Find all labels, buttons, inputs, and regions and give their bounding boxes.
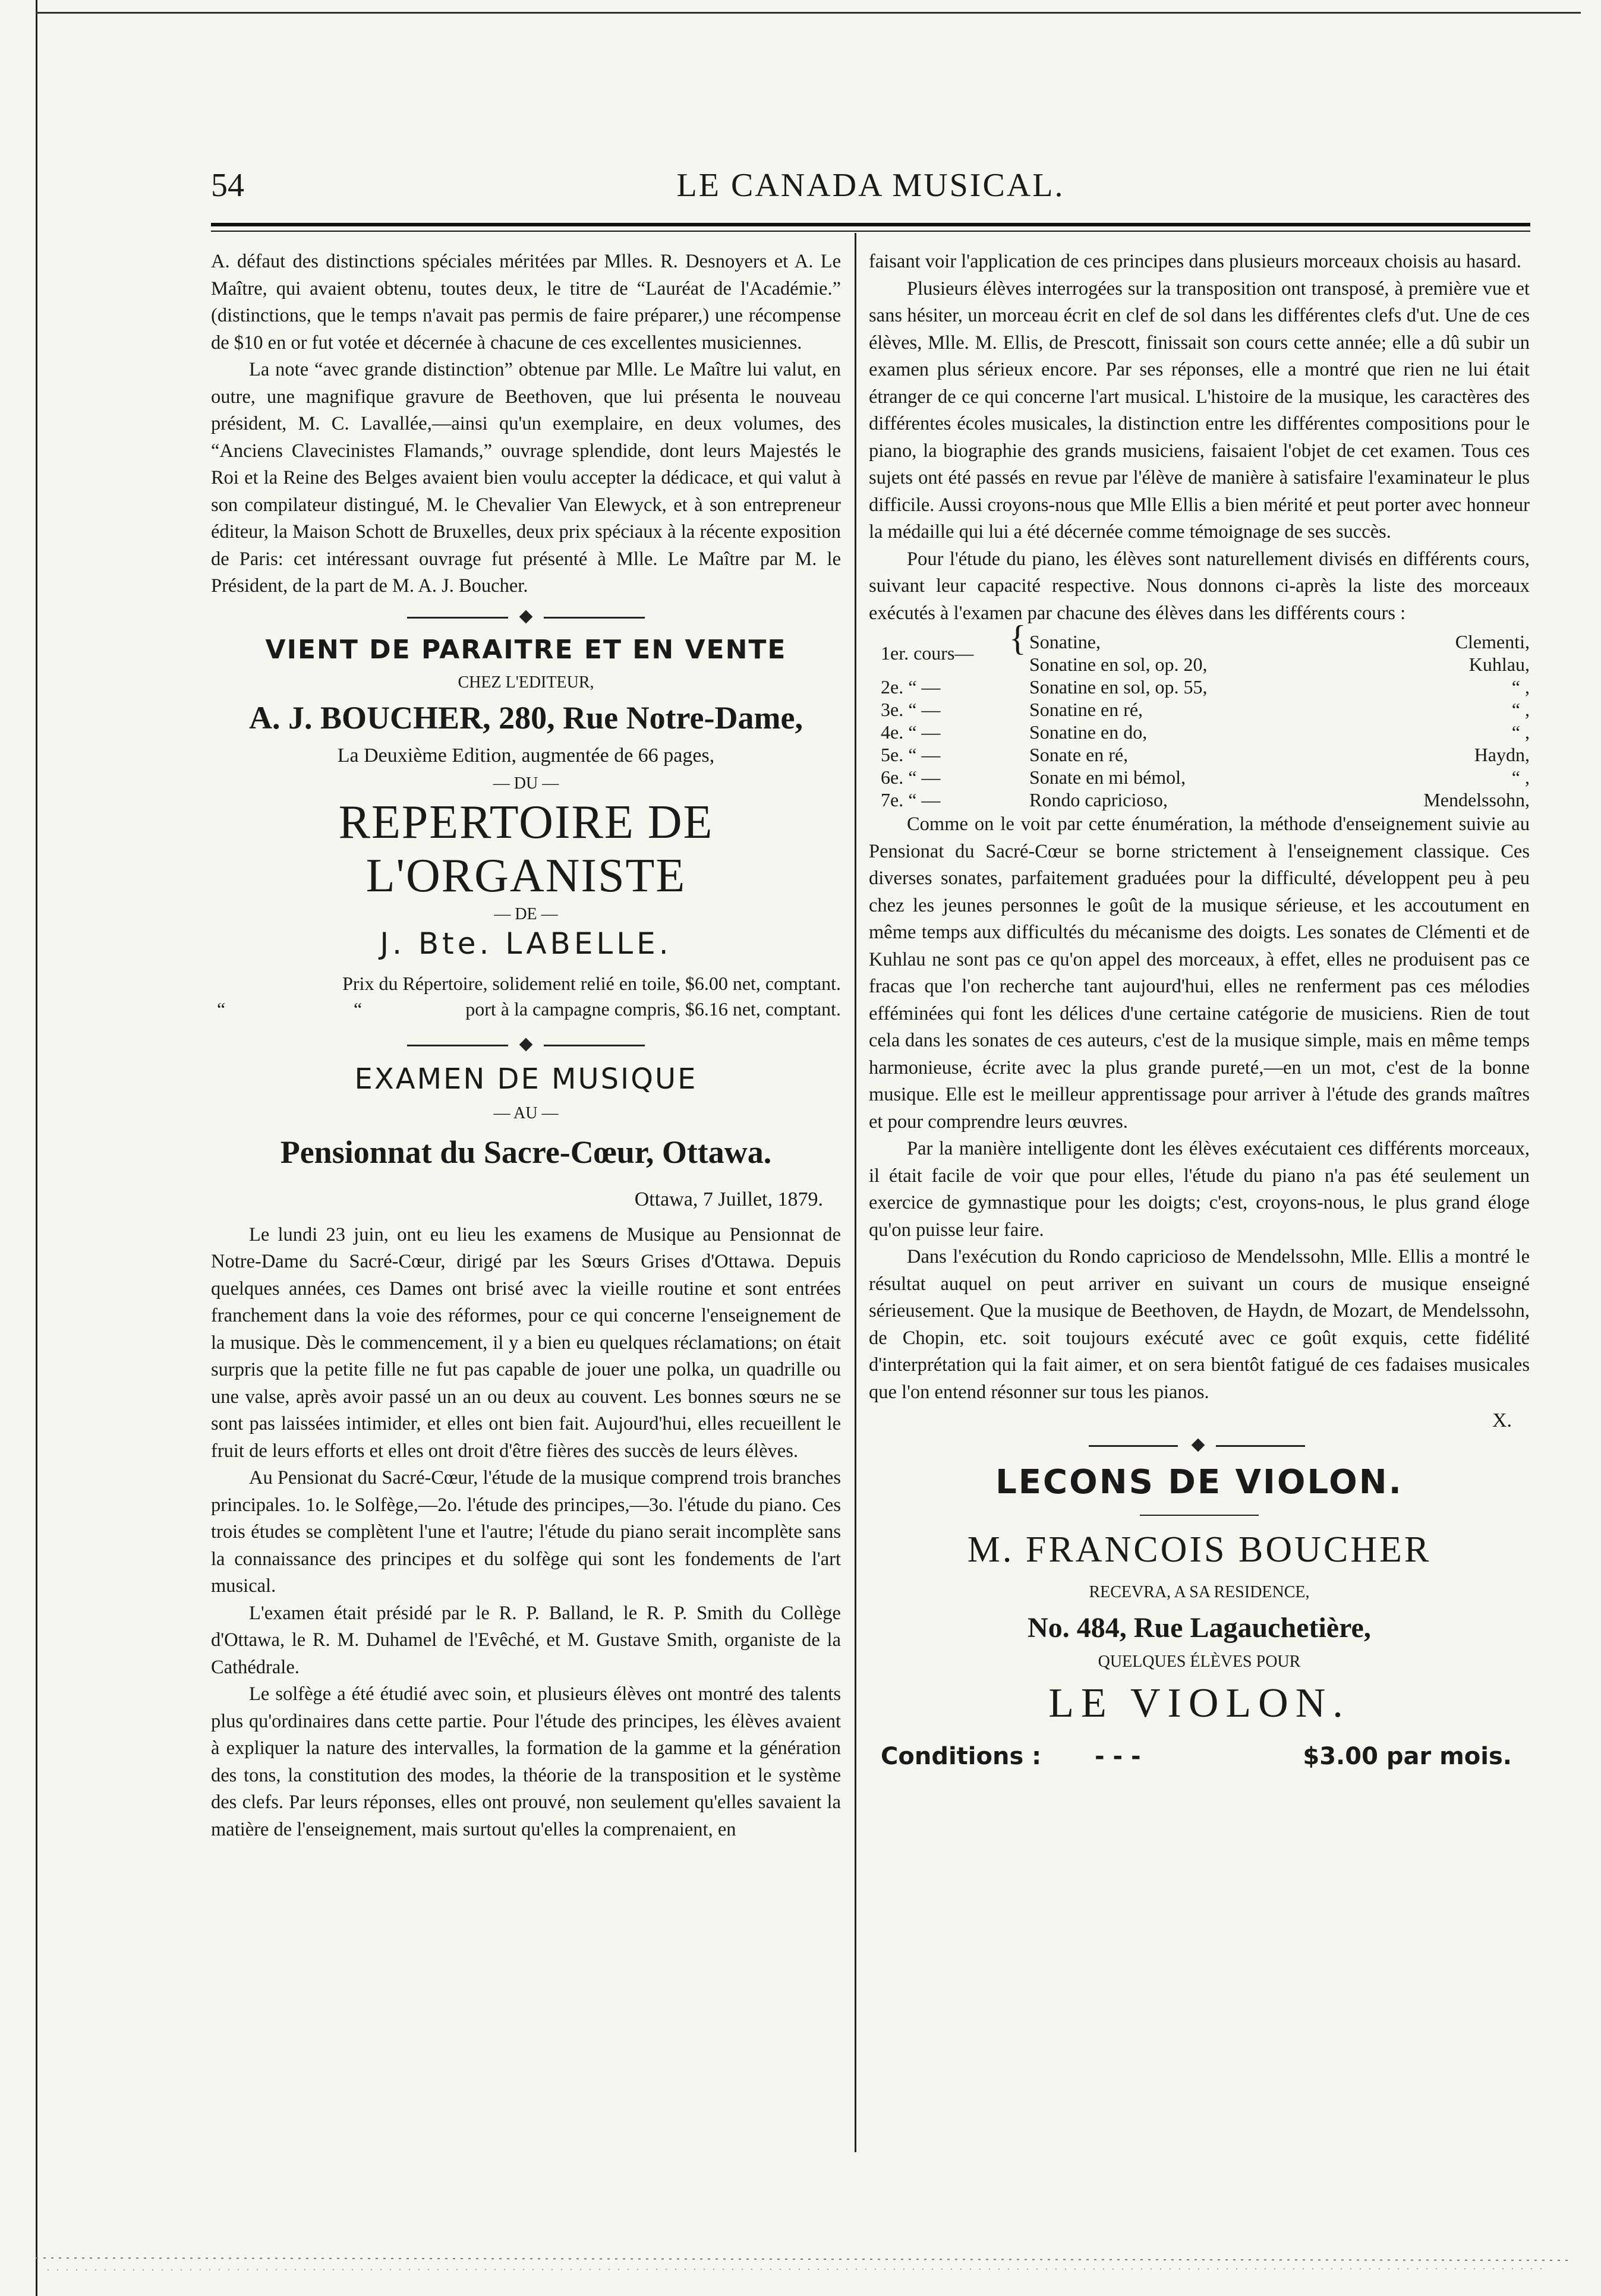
course-row xyxy=(869,676,1530,698)
violin-ad-line-2: QUELQUES ÉLÈVES POUR xyxy=(1098,1652,1301,1671)
conditions-price: $3.00 par mois. xyxy=(1303,1743,1512,1770)
intro-paragraph-2: La note “avec grande distinction” obtenue par Mlle. Le Maître lui valut, en outre, une magnifique gravure de Beethoven, que lui présenta le nouveau président, M. C. Lavallée,—ainsi qu'un exemplaire, en deux volumes, des “Anciens Clavecinistes Flamands,” ouvrage splendide, dont leurs Majestés le Roi et la Reine des Belges avaient bien voulu accepter la dédicace, et qui valut à son compilateur distingué, M. le Chevalier Van Elewyck, et à son entrepreneur éditeur, la Maison Schott de Bruxelles, deux prix spéciaux à la récente exposition de Paris: cet intéressant ouvrage fut présenté à Mlle. Le Maître par M. le Président, de la part de M. A. J. Boucher. xyxy=(211,359,841,597)
ad-edition: La Deuxième Edition, augmentée de 66 pages, xyxy=(337,744,715,767)
violin-ad-line-1: RECEVRA, A SA RESIDENCE, xyxy=(1089,1583,1310,1601)
course-row xyxy=(869,789,1530,811)
column-divider xyxy=(855,233,856,2152)
article-paragraph-2: Au Pensionat du Sacré-Cœur, l'étude de la musique comprend trois branches principales. 1o. le Solfège,—2o. l'étude des principes,—3o. l'étude du piano. Ces trois études se complètent l'une et l'autre; l'étude du piano serait incomplète sans la connaissance des principes et du solfège qui sont les fondements de l'art musical. xyxy=(211,1467,841,1597)
course-list xyxy=(869,619,1530,811)
scan-noise-footer xyxy=(0,2222,1601,2296)
course-level: 1er. cours— xyxy=(881,642,974,664)
course-composer: Clementi, xyxy=(1455,631,1530,652)
right-paragraph-4: Comme on le voit par cette énumération, la méthode d'enseignement suivie au Pensionat du Sacré-Cœur se borne strictement à l'enseignement classique. Ces diverses sonates, parfaitement graduées pour la difficulté, développent peu à peu chez les jeunes personnes le goût de la musique sérieuse, et les accoutument en même temps aux difficultés du mécanisme des doigts. Les sonates de Clémenti et de Kuhlau ne sont pas ce qu'on appel des morceaux, à effet, elles ne produisent pas ce fracas que l'on recherche tant aujourd'hui, elles ne renferment pas ces mélodies efféminées qui font les délices d'une certaine catégorie de musiciens. Rien de tout cela dans les sonates de ces auteurs, c'est de la musique simple, mais en même temps harmonieuse, écrite avec la plus grande pureté,—en un mot, c'est de la bonne musique. Elle est le meilleur apprentissage pour arriver à l'étude des grands maîtres et pour comprendre leurs œuvres. xyxy=(869,813,1530,1133)
article-paragraph-3: L'examen était présidé par le R. P. Balland, le R. P. Smith du Collège d'Ottawa, le R. M. Duhamel de l'Evêché, et M. Gustave Smith, organiste de la Cathédrale. xyxy=(211,1602,841,1678)
ad-de: — DE — xyxy=(494,904,558,923)
right-paragraph-2: Plusieurs élèves interrogées sur la transposition ont transposé, à première vue et sans hésiter, un morceau écrit en clef de sol dans les différentes clefs d'ut. Une de ces élèves, Mlle. M. Ellis, de Prescott, finissait son cours cette année; elle a dû subir un examen plus sérieux encore. Par ses réponses, elle a montré que rien ne lui était étranger de ce qui concerne l'art musical. L'histoire de la musique, les caractères des différentes écoles musicales, la distinction entre les différentes compositions pour le piano, la biographie des grands musiciens, faisaient l'objet de cet examen. Tous ces sujets ont été passés en revue par l'élève de manière à satisfaire l'examinateur le plus difficile. Aussi croyons-nous que Mlle Ellis a bien mérité et peut porter avec honneur la médaille qui lui a été décernée comme témoignage de ses succès. xyxy=(869,277,1530,543)
page-number: 54 xyxy=(211,167,244,204)
course-piece: Rondo capricioso, xyxy=(1029,789,1168,810)
violin-ad-address: No. 484, Rue Lagauchetière, xyxy=(1028,1612,1371,1644)
violin-ad-conditions xyxy=(869,1743,1530,1776)
examen-article xyxy=(211,1062,841,1844)
course-level: 7e. “ — xyxy=(881,789,941,810)
conditions-dashes: - - - xyxy=(1095,1743,1141,1770)
course-row xyxy=(869,619,1530,664)
ornament-divider-3 xyxy=(869,1437,1530,1455)
course-row xyxy=(869,698,1530,721)
course-row xyxy=(869,721,1530,743)
course-row xyxy=(869,743,1530,766)
course-composer: “ , xyxy=(1511,676,1530,698)
ad-publisher: A. J. BOUCHER, 280, Rue Notre-Dame, xyxy=(249,699,803,736)
course-level: 4e. “ — xyxy=(881,721,941,743)
page-top-edge xyxy=(36,12,1581,14)
course-row xyxy=(869,653,1530,676)
article-title: EXAMEN DE MUSIQUE xyxy=(354,1062,698,1096)
violin-ad-instrument: LE VIOLON. xyxy=(1048,1680,1350,1726)
page-header xyxy=(211,166,1530,214)
violin-ad-teacher: M. FRANCOIS BOUCHER xyxy=(967,1529,1432,1570)
article-subtitle: Pensionnat du Sacre-Cœur, Ottawa. xyxy=(280,1134,772,1170)
course-composer: Mendelssohn, xyxy=(1423,789,1530,810)
ad-price-2 xyxy=(211,998,841,1022)
course-level: 2e. “ — xyxy=(881,676,941,698)
course-piece: Sonatine, xyxy=(1029,631,1101,652)
course-level: 5e. “ — xyxy=(881,744,941,765)
violin-ad-rule xyxy=(1140,1515,1259,1516)
page-left-edge xyxy=(36,0,37,2296)
course-composer: “ , xyxy=(1511,721,1530,743)
ad-price-2-text: port à la campagne compris, $6.16 net, comptant. xyxy=(465,998,841,1020)
course-composer: “ , xyxy=(1511,699,1530,720)
ad-subheading: CHEZ L'EDITEUR, xyxy=(458,673,594,692)
article-paragraph-1: Le lundi 23 juin, ont eu lieu les examens de Musique au Pensionnat de Notre-Dame du Sacré-Cœur, dirigé par les Sœurs Grises d'Ottawa. Depuis quelques années, ces Dames ont brisé avec la vieille routine et sont entrées franchement dans la voie des réformes, pour ce qui concerne l'enseignement de la musique. Dès le commencement, il y a bien eu quelques réclamations; on était surpris que la petite fille ne fut pas capable de jouer une polka, un quadrille ou une valse, après avoir passé un an ou deux au couvent. Les bonnes sœurs ne se sont pas laissées intimider, et elles ont bien fait. Aujourd'hui, elles recueillent le fruit de leurs efforts et elles ont droit d'être fières des succès de leurs élèves. xyxy=(211,1223,841,1462)
course-piece: Sonatine en sol, op. 55, xyxy=(1029,676,1208,698)
course-composer: Haydn, xyxy=(1474,744,1530,765)
article-paragraph-4: Le solfège a été étudié avec soin, et plusieurs élèves ont montré des talents plus qu'ordinaires dans cette partie. Pour l'étude des principes, les élèves avaient à expliquer la nature des intervalles, la formation de la gamme et la génération des tons, la constitution des modes, la théorie de la transposition et le système des clefs. Par leurs réponses, elles ont prouvé, non seulement qu'elles savaient la matière de l'enseignement, mais surtout qu'elles la comprenaient, en xyxy=(211,1683,841,1840)
header-rule-thin xyxy=(211,231,1530,232)
course-piece: Sonate en ré, xyxy=(1029,744,1129,765)
ad-price-2-ditto-2: “ xyxy=(354,998,363,1020)
course-row xyxy=(869,766,1530,789)
article-dateline: Ottawa, 7 Juillet, 1879. xyxy=(634,1188,823,1210)
ad-work-title: REPERTOIRE DE L'ORGANISTE xyxy=(338,796,714,902)
course-piece: Sonatine en ré, xyxy=(1029,699,1143,720)
right-column xyxy=(869,248,1530,1776)
ornament-divider xyxy=(211,608,841,626)
violin-ad-heading: LECONS DE VIOLON. xyxy=(995,1463,1403,1502)
article-signature: X. xyxy=(1492,1409,1512,1431)
ad-price-2-ditto: “ xyxy=(217,998,226,1020)
right-paragraph-1: faisant voir l'application de ces principes dans plusieurs morceaux choisis au hasard. xyxy=(869,251,1521,272)
left-column xyxy=(211,248,841,1843)
course-brace: { xyxy=(1009,619,1026,658)
ornament-divider-2 xyxy=(211,1036,841,1054)
ad-heading: VIENT DE PARAITRE ET EN VENTE xyxy=(265,634,787,665)
ad-price-1: Prix du Répertoire, solidement relié en toile, $6.00 net, comptant. xyxy=(342,972,841,994)
right-paragraph-3: Pour l'étude du piano, les élèves sont naturellement divisés en différents cours, suivant leur capacité respective. Nous donnons ci-après la liste des morceaux exécutés à l'examen par chacune des élèves dans les différents cours : xyxy=(869,548,1530,624)
repertoire-advertisement xyxy=(211,635,841,1022)
right-paragraph-6: Dans l'exécution du Rondo capricioso de Mendelssohn, Mlle. Ellis a montré le résultat auquel on peut arriver en suivant un cours de musique enseigné sérieusement. Que la musique de Beethoven, de Haydn, de Mozart, de Mendelssohn, de Chopin, etc. soit toujours exécuté avec ce goût exquis, cette fidélité d'interprétation qui la fait aimer, et on sera bientôt fatigué de ces fadaises musicales que l'on entend résonner sur tous les pianos. xyxy=(869,1246,1530,1403)
ad-author: J. Bte. LABELLE. xyxy=(380,926,672,961)
violin-lessons-advertisement xyxy=(869,1463,1530,1776)
course-piece: Sonatine en sol, op. 20, xyxy=(1029,654,1208,675)
journal-title: LE CANADA MUSICAL. xyxy=(676,167,1065,204)
course-composer: “ , xyxy=(1511,767,1530,788)
header-rule-thick xyxy=(211,223,1530,226)
course-piece: Sonatine en do, xyxy=(1029,721,1148,743)
course-level: 6e. “ — xyxy=(881,767,941,788)
course-level: 3e. “ — xyxy=(881,699,941,720)
course-piece: Sonate en mi bémol, xyxy=(1029,767,1186,788)
intro-paragraph-1: A. défaut des distinctions spéciales méritées par Mlles. R. Desnoyers et A. Le Maître, qui avaient obtenu, toutes deux, le titre de “Lauréat de l'Académie.” (distinctions, que le temps n'avait pas permis de faire préparer,) une récompense de $10 en or fut votée et décernée à chacune de ces excellentes musiciennes. xyxy=(211,251,841,354)
conditions-label: Conditions : xyxy=(881,1743,1042,1770)
course-composer: Kuhlau, xyxy=(1468,654,1530,675)
article-au: — AU — xyxy=(493,1103,559,1122)
ad-du: — DU — xyxy=(493,774,559,793)
right-paragraph-5: Par la manière intelligente dont les élèves exécutaient ces différents morceaux, il était facile de voir que pour elles, l'étude du piano n'a pas été seulement un exercice de gymnastique pour les doigts; c'est, croyons-nous, le plus grand éloge qu'on puisse leur faire. xyxy=(869,1138,1530,1241)
